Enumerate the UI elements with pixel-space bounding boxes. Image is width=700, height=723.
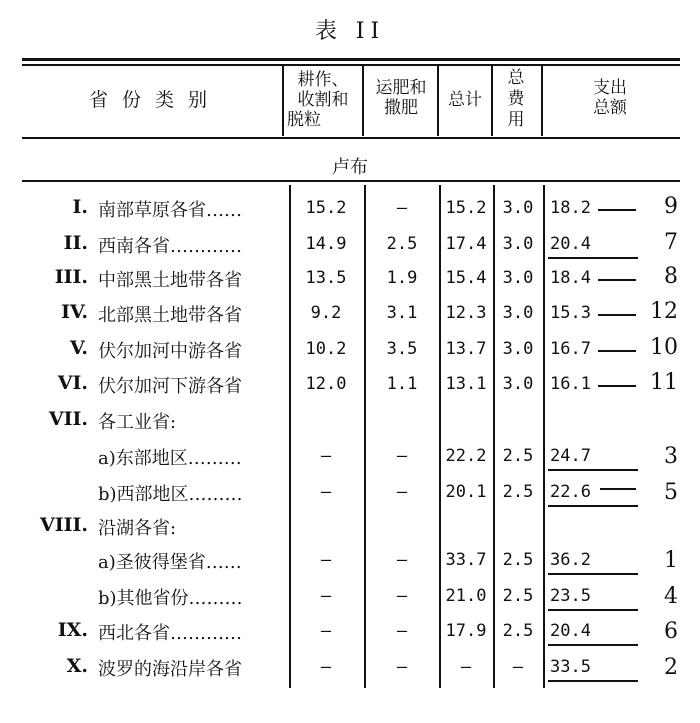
cell-rank: 5 (664, 480, 678, 505)
cell-rank: 4 (664, 584, 678, 609)
cell-plowing: 9.2 (310, 303, 342, 323)
cell-manure: 1.1 (386, 374, 418, 394)
cell-total: 23.5 (550, 586, 591, 606)
cell-subtotal: 15.4 (445, 268, 487, 288)
cell-total: 18.4 (550, 268, 591, 288)
cell-plowing: 15.2 (305, 198, 347, 218)
row-number: V. (69, 337, 88, 359)
cell-subtotal: 13.1 (445, 374, 487, 394)
cell-subtotal: 22.2 (445, 446, 487, 466)
cell-rank: 2 (664, 655, 678, 680)
header-divider-1 (282, 66, 284, 136)
cell-total: 24.7 (550, 446, 591, 466)
row-label: 伏尔加河下游各省 (98, 376, 242, 397)
row-number: III. (54, 266, 88, 288)
row-number: VIII. (39, 514, 88, 536)
cell-total: 16.7 (550, 339, 591, 359)
body-divider-4 (493, 185, 495, 688)
row-label: a)东部地区……… (98, 448, 242, 469)
cell-total: 22.6 (550, 482, 591, 502)
cell-plowing: — (320, 586, 332, 606)
cell-plowing: 14.9 (305, 234, 347, 254)
total-underline (548, 644, 638, 646)
cell-total: 33.5 (550, 657, 591, 677)
cell-subtotal: — (460, 657, 472, 677)
leader-dash (598, 385, 636, 387)
body-divider-2 (364, 185, 366, 688)
cell-plowing: — (320, 621, 332, 641)
total-underline (548, 573, 638, 575)
cell-manure: 3.1 (386, 303, 418, 323)
row-label: 西北各省………… (98, 623, 242, 644)
row-label: 波罗的海沿岸各省 (98, 659, 242, 680)
cell-general-cost: — (512, 657, 524, 677)
header-province: 省 份 类 别 (88, 89, 212, 111)
cell-manure: — (396, 550, 408, 570)
cell-general-cost: 3.0 (502, 339, 534, 359)
row-number: VI. (57, 372, 88, 394)
cell-general-cost: 2.5 (502, 550, 534, 570)
header-col4-line1: 总 (507, 68, 525, 88)
cell-subtotal: 12.3 (445, 303, 487, 323)
row-label: 中部黑土地带各省 (98, 270, 242, 291)
header-col2 (364, 78, 438, 118)
row-label: 南部草原各省…… (98, 200, 242, 221)
cell-general-cost: 3.0 (502, 234, 534, 254)
cell-subtotal: 13.7 (445, 339, 487, 359)
cell-general-cost: 3.0 (502, 268, 534, 288)
cell-manure: 2.5 (386, 234, 418, 254)
row-label: 各工业省: (98, 412, 177, 433)
cell-manure: — (396, 657, 408, 677)
cell-general-cost: 2.5 (502, 621, 534, 641)
cell-general-cost: 3.0 (502, 303, 534, 323)
cell-total: 20.4 (550, 234, 591, 254)
cell-general-cost: 3.0 (502, 198, 534, 218)
header-col1-line2: 收割和 (297, 90, 349, 110)
cell-manure: — (396, 586, 408, 606)
cell-rank: 11 (650, 370, 678, 395)
cell-subtotal: 17.9 (445, 621, 487, 641)
cell-manure: 1.9 (386, 268, 418, 288)
cell-rank: 1 (664, 548, 678, 573)
row-label: a)圣彼得堡省…… (98, 552, 242, 573)
header-col5-line2: 总额 (593, 98, 627, 118)
row-number: II. (63, 232, 88, 254)
cell-plowing: — (320, 550, 332, 570)
cell-total: 15.3 (550, 303, 591, 323)
cell-rank: 7 (664, 230, 678, 255)
body-divider-1 (289, 185, 291, 688)
header-col4-line3: 用 (507, 110, 525, 130)
header-col5-line1: 支出 (593, 78, 627, 98)
total-underline (548, 469, 638, 471)
header-divider-5 (541, 66, 543, 136)
header-col3: 总计 (448, 90, 482, 110)
cell-manure: — (396, 482, 408, 502)
row-number: I. (72, 196, 88, 218)
cell-total: 20.4 (550, 621, 591, 641)
leader-dash (598, 279, 636, 281)
cell-rank: 9 (664, 194, 678, 219)
row-number: X. (66, 655, 88, 677)
cell-plowing: 12.0 (305, 374, 347, 394)
leader-dash (598, 314, 636, 316)
total-underline (548, 680, 638, 682)
row-number: IV. (61, 301, 88, 323)
leader-dash (598, 209, 636, 211)
top-rule-thick (22, 58, 680, 61)
cell-plowing: 10.2 (305, 339, 347, 359)
cell-total: 36.2 (550, 550, 591, 570)
leader-dash (598, 350, 636, 352)
cell-rank: 8 (664, 264, 678, 289)
cell-plowing: — (320, 446, 332, 466)
header-divider-2 (362, 66, 364, 136)
cell-manure: 3.5 (386, 339, 418, 359)
total-underline (548, 257, 638, 259)
cell-general-cost: 2.5 (502, 586, 534, 606)
header-bottom-rule (22, 137, 680, 139)
row-label: b)其他省份……… (98, 588, 243, 609)
header-col2-line2: 撒肥 (384, 98, 418, 118)
cell-subtotal: 20.1 (445, 482, 487, 502)
unit-rule (22, 180, 680, 182)
cell-manure: — (396, 621, 408, 641)
row-label: b)西部地区……… (98, 484, 243, 505)
body-divider-3 (439, 185, 441, 688)
cell-subtotal: 15.2 (445, 198, 487, 218)
header-col4 (492, 68, 540, 131)
cell-plowing: 13.5 (305, 268, 347, 288)
cell-total: 16.1 (550, 374, 591, 394)
cell-rank: 10 (650, 335, 678, 360)
row-label: 沿湖各省: (98, 518, 177, 539)
header-col1 (283, 70, 363, 130)
header-col1-line1: 耕作、 (297, 70, 349, 90)
cell-rank: 6 (664, 619, 678, 644)
top-rule-thin (22, 64, 680, 66)
table-title: 表 II (314, 19, 386, 44)
cell-plowing: — (320, 482, 332, 502)
cell-plowing: — (320, 657, 332, 677)
cell-general-cost: 2.5 (502, 446, 534, 466)
cell-rank: 12 (650, 299, 678, 324)
header-col2-line1: 运肥和 (375, 78, 427, 98)
cell-manure: — (396, 446, 408, 466)
row-number: IX. (57, 619, 88, 641)
cell-subtotal: 17.4 (445, 234, 487, 254)
cell-subtotal: 21.0 (445, 586, 487, 606)
cell-subtotal: 33.7 (445, 550, 487, 570)
header-divider-4 (491, 66, 493, 136)
row-number: VII. (48, 408, 88, 430)
header-col1-line3: 脱粒 (287, 110, 321, 130)
total-underline (548, 505, 638, 507)
cell-total: 18.2 (550, 198, 591, 218)
body-divider-5 (543, 185, 545, 688)
header-col4-line2: 费 (507, 89, 525, 109)
unit-label: 卢布 (332, 157, 368, 178)
header-col5 (560, 78, 660, 118)
cell-general-cost: 3.0 (502, 374, 534, 394)
row-label: 西南各省………… (98, 236, 242, 257)
header-divider-3 (437, 66, 439, 136)
row-label: 伏尔加河中游各省 (98, 341, 242, 362)
leader-dash (600, 488, 636, 490)
cell-manure: — (396, 198, 408, 218)
row-label: 北部黑土地带各省 (98, 305, 242, 326)
cell-rank: 3 (664, 444, 678, 469)
total-underline (548, 609, 638, 611)
cell-general-cost: 2.5 (502, 482, 534, 502)
